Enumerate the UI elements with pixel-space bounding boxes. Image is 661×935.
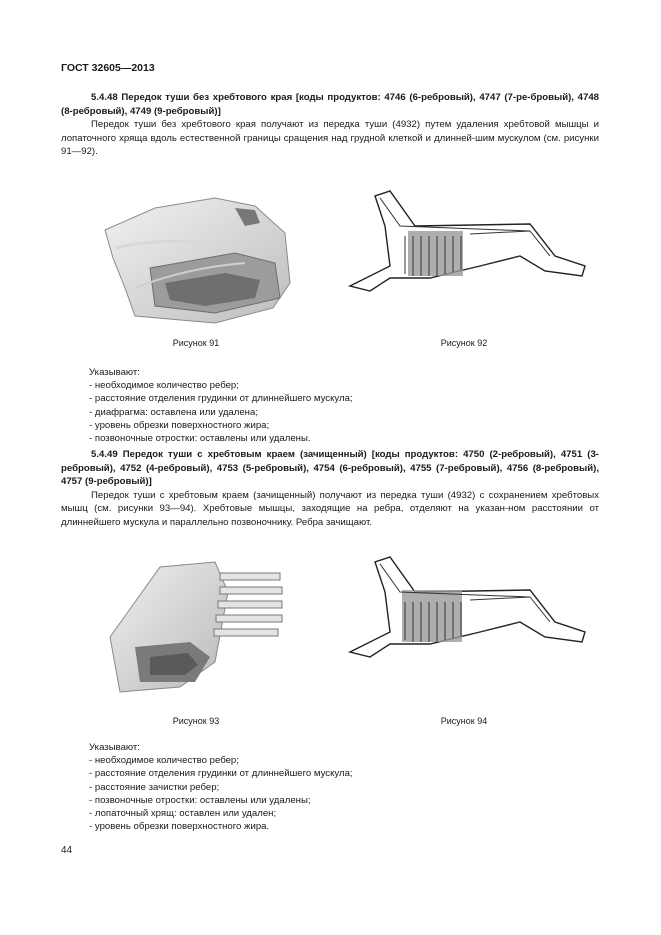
list-item: - необходимое количество ребер;	[89, 754, 353, 767]
spec-list-4748	[89, 366, 353, 445]
list-item: - уровень обрезки поверхностного жира.	[89, 820, 353, 833]
section-4748	[61, 91, 599, 159]
page-number: 44	[61, 845, 73, 856]
meat-cut-figure-93	[100, 557, 295, 697]
list-intro: Указывают:	[89, 367, 140, 378]
section-paragraph: Передок туши с хребтовым краем (зачищенный) получают из передка туши (4932) с сохранением хребтовых мышц (см. рисунки 93—94). Хребтовые мышцы, заходящие на ребра, отделяют на указан-ном расстоянии от длиннейшего мускула и параллельно позвоночнику. Ребра зачищают.	[61, 489, 599, 528]
figure-caption: Рисунок 94	[440, 716, 488, 726]
figure-caption: Рисунок 93	[172, 716, 220, 726]
figure-caption: Рисунок 91	[172, 338, 220, 348]
list-item: - расстояние отделения грудинки от длиннейшего мускула;	[89, 392, 353, 405]
list-item: - необходимое количество ребер;	[89, 379, 353, 392]
carcass-diagram-92	[330, 186, 595, 301]
list-item: - диафрагма: оставлена или удалена;	[89, 406, 353, 419]
section-paragraph: Передок туши без хребтового края получают из передка туши (4932) путем удаления хребтовой мышцы и лопаточного хряща вдоль естественной границы сращения над грудной клеткой и длинней-шим мускулом (см. рисунки 91—92).	[61, 119, 599, 157]
list-item: - уровень обрезки поверхностного жира;	[89, 419, 353, 432]
list-item: - расстояние отделения грудинки от длиннейшего мускула;	[89, 767, 353, 780]
list-intro: Указывают:	[89, 742, 140, 753]
meat-cut-figure-91	[95, 188, 295, 328]
figure-caption: Рисунок 92	[440, 338, 488, 348]
section-heading: 5.4.48 Передок туши без хребтового края [коды продуктов: 4746 (6-ребровый), 4747 (7-ре-бровый), 4748 (8-ребровый), 4749 (9-ребровый)]	[61, 92, 599, 117]
spec-list-4749	[89, 741, 353, 833]
carcass-diagram-94	[330, 552, 595, 667]
section-4749	[61, 448, 599, 529]
list-item: - позвоночные отростки: оставлены или удалены;	[89, 794, 353, 807]
list-item: - расстояние зачистки ребер;	[89, 781, 353, 794]
list-item: - лопаточный хрящ: оставлен или удален;	[89, 807, 353, 820]
list-item: - позвоночные отростки: оставлены или удалены.	[89, 432, 353, 445]
document-header: ГОСТ 32605—2013	[61, 62, 155, 74]
section-heading: 5.4.49 Передок туши с хребтовым краем (зачищенный) [коды продуктов: 4750 (2-ребровый), 4751 (3-ребровый), 4752 (4-ребровый), 4753 (5-ребровый), 4754 (6-ребровый), 4755 (7-ребровый), 4756 (8-ребровый), 4757 (9-ребровый)]	[61, 449, 599, 487]
